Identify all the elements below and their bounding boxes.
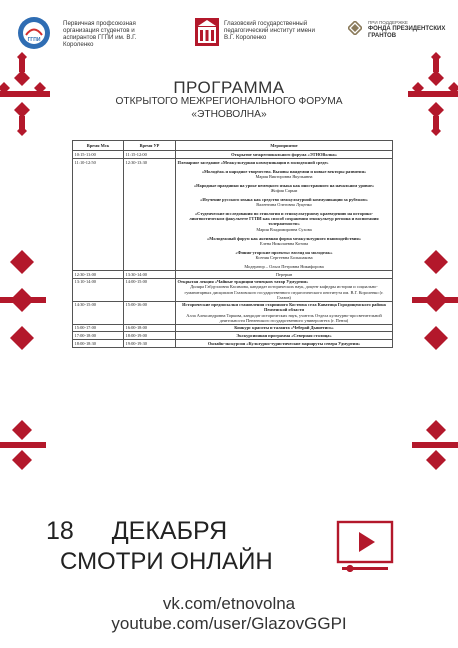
event-line: Исторические предпосылки становления старинного Костюма села Каватица Городищенского района Пензенской области (182, 302, 386, 313)
row-event (176, 151, 393, 159)
page-subtitle: ОТКРЫТОГО МЕЖРЕГИОНАЛЬНОГО ФОРУМА (115, 96, 343, 107)
row-time-ur: 12:30-13:30 (124, 158, 176, 270)
row-time-ur: 18:00-19:00 (124, 332, 176, 340)
row-time-msk: 10:15-11:00 (73, 151, 124, 159)
event-line: Алла Александровна Торкова, кандидат исторических наук, учитель Отдела культурно-просветительной деятельности Пензенского государственного университета (г. Пенза) (186, 312, 382, 323)
program-table (72, 140, 393, 348)
program-row (73, 332, 393, 340)
event-line: «Молодёжь и народное творчество. Вызовы пандемии и новые векторы развития» (201, 168, 367, 174)
row-time-ur: 15:00-16:00 (124, 301, 176, 324)
event-line: Перерыв (275, 271, 293, 277)
event-line: Онлайн-экскурсия «Культурно-туристические маршруты севера Удмуртии» (207, 340, 361, 346)
grants-fund-caption: ПРИ ПОДДЕРЖКЕ (368, 20, 408, 25)
program-row (73, 324, 393, 332)
vk-link[interactable]: vk.com/etnovolna (162, 594, 296, 613)
event-line: Экскурсионная программа «Северная столица» (236, 332, 332, 338)
grants-fund-logo-icon (348, 21, 362, 35)
event-line: Открытие межрегионального форума «ЭТНОВолна» (231, 151, 337, 157)
program-row (73, 278, 393, 301)
row-time-msk: 15:00-17:00 (73, 324, 124, 332)
header-event: Мероприятие (176, 141, 393, 151)
row-event (176, 324, 393, 332)
row-time-msk: 11:10-12:50 (73, 158, 124, 270)
event-line: Пленарное заседание «Межкультурная коммуникация в молодежной среде» (177, 159, 329, 165)
youtube-link[interactable]: youtube.com/user/GlazovGGPI (111, 614, 347, 633)
header-time-ur: Время УР (124, 141, 176, 151)
event-line: Конкурс красоты и таланта «Чеберай Дышетись» (234, 325, 334, 331)
watch-online-label: СМОТРИ ОНЛАЙН (60, 548, 273, 575)
event-line: Открытая лекция «Чайные традиции чепецких татар Удмуртии» (177, 279, 309, 285)
event-line: Валентина Олеговна Луценко (256, 202, 312, 208)
row-event (176, 158, 393, 270)
row-event (176, 332, 393, 340)
event-line: «Народные праздники на уроке немецкого языка как иностранного на начальном уровне» (193, 182, 375, 188)
institute-logo-icon (195, 18, 219, 46)
event-line: «Молодежный форум как активная форма межкультурного взаимодействия» (207, 235, 361, 241)
page-title: ПРОГРАММА (173, 78, 285, 97)
event-line: «Изучение русского языка как средство межкультурной коммуникации за рубежом» (200, 197, 368, 203)
row-time-msk: 13:10-14:00 (73, 278, 124, 301)
row-event (176, 339, 393, 347)
program-row (73, 270, 393, 278)
row-time-ur: 14:00-15:00 (124, 278, 176, 301)
row-time-msk: 12:30-13:00 (73, 270, 124, 278)
event-date (46, 517, 286, 546)
event-line: Елена Николаевна Котова (259, 240, 309, 246)
program-row (73, 339, 393, 347)
row-time-msk: 18:00-18:30 (73, 339, 124, 347)
union-logo-icon (17, 16, 51, 50)
grants-fund-name: ФОНДА ПРЕЗИДЕНТСКИХ ГРАНТОВ (368, 26, 446, 39)
row-time-ur: 19:00-19:30 (124, 339, 176, 347)
row-time-msk: 14:30-15:00 (73, 301, 124, 324)
right-side-ornament-icon (398, 240, 458, 360)
forum-name: «ЭТНОВОЛНА» (191, 109, 267, 120)
play-icon[interactable] (336, 520, 394, 572)
row-time-ur: 11:15-12:00 (124, 151, 176, 159)
event-line: Жофия Сарыи (270, 187, 298, 193)
row-time-msk: 17:00-18:00 (73, 332, 124, 340)
row-event (176, 278, 393, 301)
institute-logo-text: Глазовский государственный педагогический институт имени В.Г. Короленко (224, 20, 315, 41)
event-day: 18 (46, 517, 74, 545)
program-row (73, 158, 393, 270)
event-line: Модератор – Ольга Петровна Никифорова (244, 263, 324, 269)
program-row (73, 301, 393, 324)
event-line: Мария Владимировна Сухова (256, 226, 312, 232)
row-event (176, 301, 393, 324)
right-lower-ornament-icon (398, 400, 458, 490)
program-row (73, 151, 393, 159)
union-logo-text: Первичная профсоюзная организация студентов и аспирантов ГГПИ им. В.Г. Короленко (63, 20, 137, 48)
left-side-ornament-icon (0, 240, 60, 360)
left-lower-ornament-icon (0, 400, 60, 490)
event-line: Мария Викторовна Якупьянна (255, 173, 313, 179)
event-line: «Студенческие исследования по этнологии и этнокультурному краеведению на историко-лингвистическом факультете ГГПИ как способ сохранения этнокультур региона и воспитания толерантности» (189, 211, 379, 227)
program-table-header (73, 141, 393, 151)
union-logo-mark: ГГПИ (27, 37, 41, 43)
event-line: Диляра Габдулловна Касимова, кандидат исторических наук, доцент кафедры истории и социально-гуманитарных дисциплин Глазовского государственного педагогического института им. В.Г. Короленко (г. Глазов) (184, 284, 384, 300)
event-line: Ксения Сергеевна Большакова (255, 254, 313, 260)
header-time-msk: Время Мск (73, 141, 124, 151)
event-line: «Финно-угорские проекты: взгляд на молодежь» (235, 249, 333, 255)
event-month: ДЕКАБРЯ (111, 517, 228, 545)
row-time-ur: 13:30-14:00 (124, 270, 176, 278)
row-event (176, 270, 393, 278)
row-time-ur: 16:00-18:00 (124, 324, 176, 332)
